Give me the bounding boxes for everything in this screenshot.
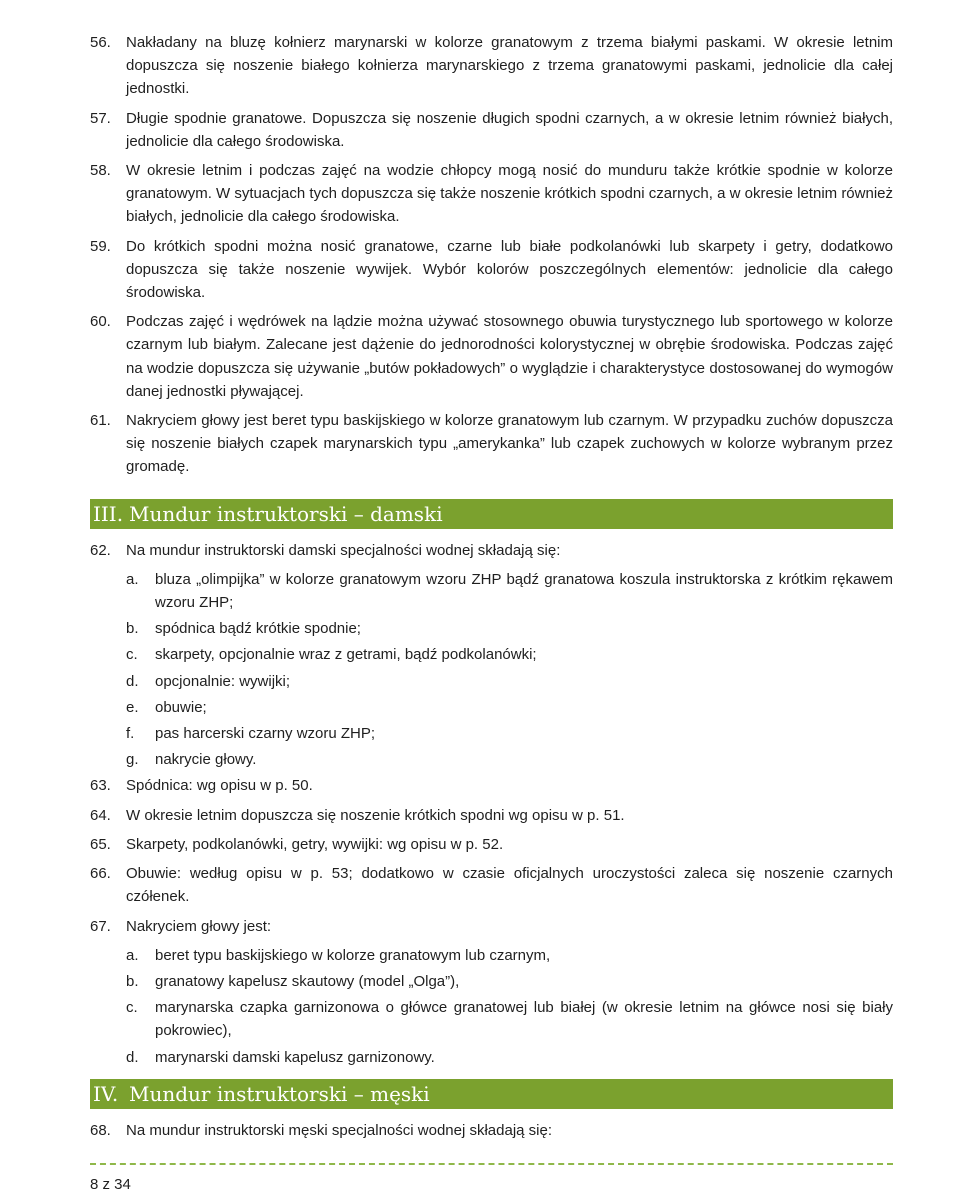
item-text: Nakryciem głowy jest:	[126, 917, 272, 935]
sub-item-text: opcjonalnie: wywijki;	[155, 672, 291, 690]
item-text: Nakładany na bluzę kołnierz marynarski w kolorze granatowym z trzema białymi paskami. W okresie letnim dopuszcza się noszenie białego kołnierza marynarskiego z trzema granatowymi paskami, jednolicie dla całej jednostki.	[126, 34, 893, 98]
list-item-57	[90, 107, 893, 153]
list-item-56	[90, 31, 893, 101]
list-item-65	[90, 833, 893, 856]
section-heading-iv	[90, 1079, 893, 1109]
item-text: Spódnica: wg opisu w p. 50.	[126, 777, 313, 795]
list-item-62	[90, 539, 893, 562]
sub-item-text: skarpety, opcjonalnie wraz z getrami, bądź podkolanówki;	[155, 646, 537, 664]
item-text: Do krótkich spodni można nosić granatowe, czarne lub białe podkolanówki lub skarpety i getry, dodatkowo dopuszcza się także noszenie wywijek. Wybór kolorów poszczególnych elementów: jednolicie dla całego środowiska.	[126, 237, 893, 302]
sub-item	[126, 643, 893, 666]
list-item-61	[90, 409, 893, 479]
sub-item-text: obuwie;	[155, 698, 207, 716]
item-text: Podczas zajęć i wędrówek na lądzie można używać stosownego obuwia turystycznego lub sportowego w kolorze czarnym lub białym. Zalecane jest dążenie do jednorodności kolorystycznej w obrębie środowiska. Podczas zajęć na wodzie dopuszcza się używanie „butów pokładowych” o wyglądzie i charakterystyce dostosowanej do wymogów danej jednostki pływającej.	[126, 313, 893, 400]
sub-item-text: granatowy kapelusz skautowy (model „Olga”),	[155, 972, 460, 990]
item-number: 66.	[90, 865, 111, 883]
sub-item	[126, 722, 893, 745]
item-text: Nakryciem głowy jest beret typu baskijskiego w kolorze granatowym lub czarnym. W przypadku zuchów dopuszcza się noszenie białych czapek marynarskich typu „amerykanka” lub czapek zuchowych w kolorze wybranym przez gromadę.	[126, 412, 893, 476]
sub-item-letter: c.	[126, 999, 138, 1017]
sub-item	[126, 996, 893, 1042]
sub-item	[126, 617, 893, 640]
sub-item	[126, 568, 893, 614]
sub-item-letter: b.	[126, 620, 139, 638]
item-text: Długie spodnie granatowe. Dopuszcza się noszenie długich spodni czarnych, a w okresie letnim również białych, jednolicie dla całego środowiska.	[126, 109, 893, 150]
sub-item	[126, 748, 893, 771]
item-number: 62.	[90, 541, 111, 559]
list-item-58	[90, 159, 893, 229]
section-title: Mundur instruktorski – damski	[129, 501, 443, 526]
list-item-66	[90, 862, 893, 908]
sub-item	[126, 696, 893, 719]
sub-item	[126, 670, 893, 693]
item-text: Obuwie: według opisu w p. 53; dodatkowo w czasie oficjalnych uroczystości zaleca się noszenie czarnych czółenek.	[126, 865, 893, 906]
list-item-64	[90, 804, 893, 827]
sub-item-text: spódnica bądź krótkie spodnie;	[155, 620, 361, 638]
list-item-59	[90, 235, 893, 305]
item-number: 60.	[90, 313, 111, 331]
item-number: 61.	[90, 412, 111, 430]
item-number: 65.	[90, 835, 111, 853]
item-number: 64.	[90, 806, 111, 824]
item-text: Na mundur instruktorski damski specjalności wodnej składają się:	[126, 541, 561, 559]
item-number: 68.	[90, 1121, 111, 1139]
footer-divider	[90, 1163, 893, 1165]
sub-item-letter: d.	[126, 672, 139, 690]
item-text: Na mundur instruktorski męski specjalności wodnej składają się:	[126, 1121, 553, 1139]
sub-item-letter: g.	[126, 751, 139, 769]
section-number: III.	[93, 501, 124, 526]
item-number: 56.	[90, 34, 111, 51]
sub-item-text: pas harcerski czarny wzoru ZHP;	[155, 725, 376, 743]
list-item-60	[90, 310, 893, 403]
item-number: 58.	[90, 162, 111, 180]
sub-item-letter: d.	[126, 1048, 139, 1066]
document-content	[90, 31, 893, 1148]
sub-item	[126, 1046, 893, 1069]
item-text: Skarpety, podkolanówki, getry, wywijki: wg opisu w p. 52.	[126, 835, 504, 853]
sub-item-letter: a.	[126, 946, 139, 964]
sub-item-letter: c.	[126, 646, 138, 664]
page-number: 8 z 34	[90, 1176, 131, 1193]
item-number: 59.	[90, 237, 111, 255]
section-title: Mundur instruktorski – męski	[129, 1081, 430, 1106]
list-item-63	[90, 774, 893, 797]
item-number: 67.	[90, 917, 111, 935]
sub-item	[126, 970, 893, 993]
sub-item-text: nakrycie głowy.	[155, 751, 257, 769]
item-text: W okresie letnim i podczas zajęć na wodzie chłopcy mogą nosić do munduru także krótkie spodnie w kolorze granatowym. W sytuacjach tych dopuszcza się także noszenie krótkich spodni czarnych, a w okresie letnim również białych, jednolicie dla całego środowiska.	[126, 162, 893, 226]
sub-item-letter: a.	[126, 570, 139, 588]
list-item-67	[90, 915, 893, 938]
sub-item-letter: b.	[126, 972, 139, 990]
item-number: 57.	[90, 109, 111, 127]
sub-item	[126, 944, 893, 967]
sub-item-letter: f.	[126, 725, 135, 743]
sub-item-letter: e.	[126, 698, 139, 716]
item-number: 63.	[90, 777, 111, 795]
sub-item-text: bluza „olimpijka” w kolorze granatowym wzoru ZHP bądź granatowa koszula instruktorska z krótkim rękawem wzoru ZHP;	[155, 570, 893, 612]
list-item-68	[90, 1119, 893, 1142]
sub-item-text: beret typu baskijskiego w kolorze granatowym lub czarnym,	[155, 946, 551, 964]
sub-item-text: marynarska czapka garnizonowa o główce granatowej lub białej (w okresie letnim na główce nosi się biały pokrowiec),	[155, 999, 893, 1040]
sub-item-text: marynarski damski kapelusz garnizonowy.	[155, 1048, 435, 1066]
section-heading-iii	[90, 499, 893, 529]
item-text: W okresie letnim dopuszcza się noszenie krótkich spodni wg opisu w p. 51.	[126, 806, 625, 824]
section-number: IV.	[93, 1081, 119, 1106]
